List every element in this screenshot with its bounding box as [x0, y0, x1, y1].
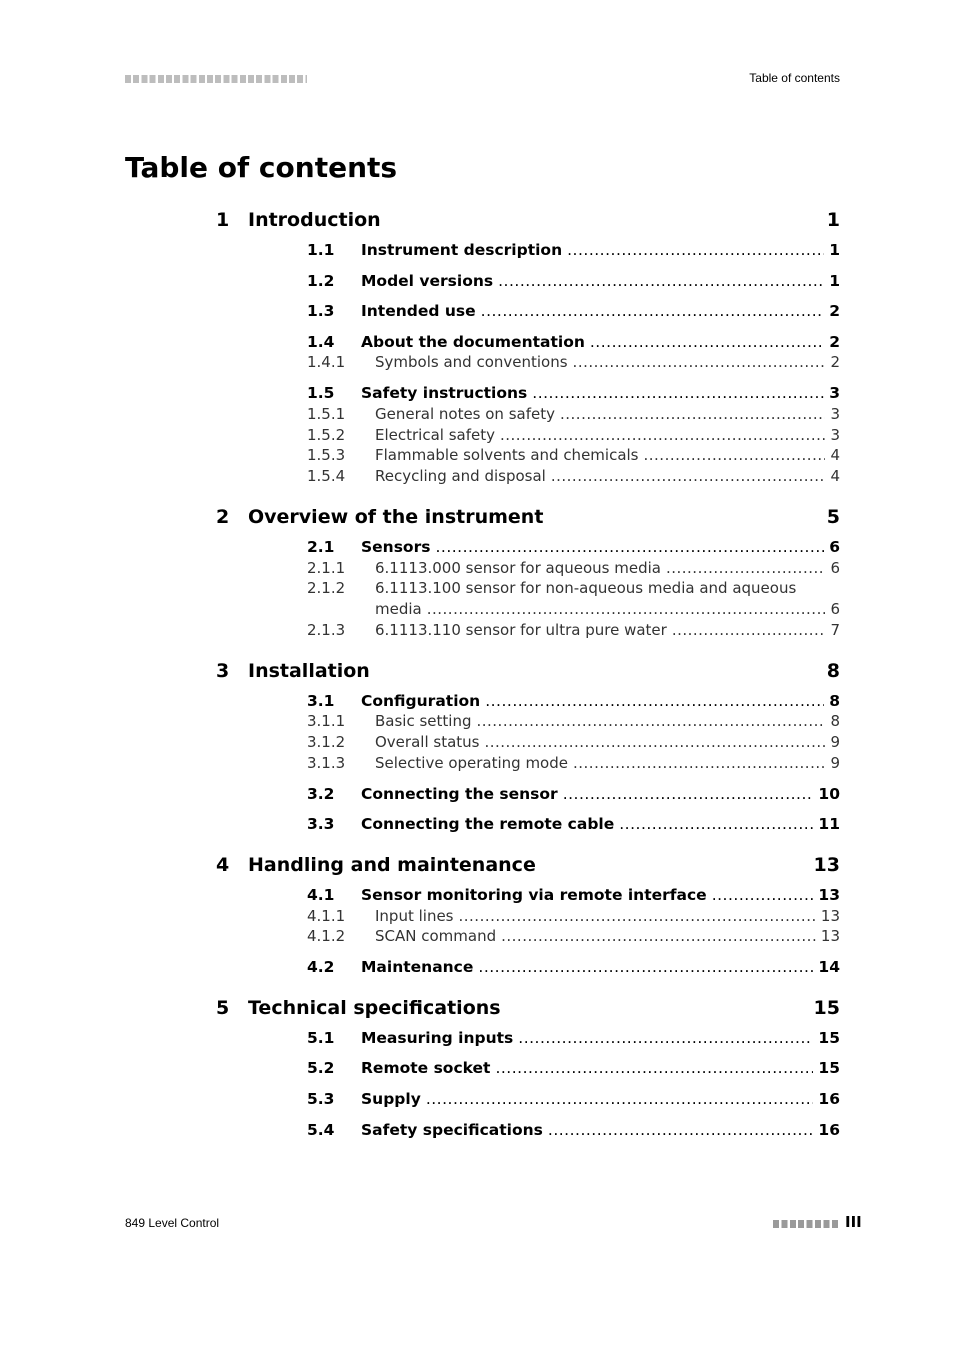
toc-entry-body	[361, 301, 840, 321]
toc-chapter-entry[interactable]	[216, 506, 840, 528]
toc-entry-number: 1.2	[307, 271, 335, 290]
toc-entry-body	[375, 753, 840, 773]
toc-entry-body	[361, 1089, 840, 1109]
toc-entry-page: 15	[818, 1028, 840, 1047]
toc-leader-dots	[435, 537, 824, 557]
toc-chapter-page: 5	[826, 506, 840, 528]
toc-entry-number: 3.1	[307, 691, 335, 710]
toc-entry-body	[375, 620, 840, 640]
toc-entry-body	[361, 691, 840, 711]
toc-entry-title: Symbols and conventions	[375, 353, 568, 372]
toc-entry-number: 2.1.1	[307, 558, 346, 577]
toc-entry-number: 3.2	[307, 784, 335, 803]
toc-entry-number: 5.2	[307, 1059, 335, 1078]
toc-entry-number: 3.1.2	[307, 733, 346, 752]
toc-entry-page: 3	[829, 384, 840, 403]
toc-entry-number: 2.1.3	[307, 620, 346, 639]
toc-section-entry[interactable]	[307, 332, 840, 352]
toc-entry-page: 10	[818, 784, 840, 803]
toc-entry-body	[361, 271, 840, 291]
toc-chapter-entry[interactable]	[216, 854, 840, 876]
toc-subsection-entry[interactable]	[307, 620, 840, 640]
toc-leader-dots	[573, 352, 826, 372]
toc-subsection-entry[interactable]	[307, 578, 840, 598]
toc-section-entry[interactable]	[307, 1120, 840, 1140]
toc-entry-page: 16	[818, 1120, 840, 1139]
toc-entry-body	[375, 352, 840, 372]
toc-leader-dots	[476, 711, 825, 731]
toc-chapter-page: 15	[813, 996, 840, 1019]
toc-section-entry[interactable]	[307, 1028, 840, 1048]
toc-leader-dots	[666, 558, 825, 578]
toc-leader-dots	[573, 753, 825, 773]
toc-entry-page: 1	[829, 241, 840, 259]
toc-section-entry[interactable]	[307, 957, 840, 977]
toc-section-entry[interactable]	[307, 885, 840, 905]
toc-leader-dots	[426, 1089, 814, 1109]
toc-entry-number: 4.1.1	[307, 906, 346, 925]
toc-entry-title: Recycling and disposal	[375, 467, 546, 486]
toc-section-entry[interactable]	[307, 537, 840, 557]
toc-entry-number: 1.1	[307, 241, 335, 259]
toc-entry-body	[361, 240, 840, 260]
toc-entry-number: 1.4	[307, 332, 335, 351]
toc-entry-page: 13	[820, 906, 840, 925]
toc-entry-body	[361, 1120, 840, 1140]
toc-chapter-entry[interactable]	[216, 660, 840, 682]
toc-leader-dots	[590, 332, 824, 352]
toc-chapter-title: Technical specifications	[248, 996, 501, 1019]
toc-entry-number: 1.5	[307, 384, 335, 403]
toc-chapter-page: 8	[826, 659, 840, 682]
toc-entry-title: Safety specifications	[361, 1120, 543, 1139]
toc-entry-title: Sensor monitoring via remote interface	[361, 885, 707, 904]
toc-chapter-page: 1	[826, 209, 840, 231]
toc-entry-number: 3.1.1	[307, 712, 346, 731]
toc-section-entry[interactable]	[307, 1058, 840, 1078]
toc-leader-dots	[619, 814, 813, 834]
toc-entry-page: 6	[830, 600, 840, 619]
toc-entry-page: 6	[830, 558, 840, 577]
toc-leader-dots	[484, 732, 825, 752]
toc-entry-number: 1.5.4	[307, 467, 346, 486]
toc-entry-body	[361, 885, 840, 905]
toc-entry-body	[361, 1058, 840, 1078]
toc-entry-page: 2	[830, 353, 840, 372]
toc-section-entry[interactable]	[307, 1089, 840, 1109]
toc-entry-page: 4	[830, 446, 840, 465]
toc-entry-body	[375, 404, 840, 424]
toc-entry-number: 4.1	[307, 885, 335, 904]
toc-entry-title: Maintenance	[361, 958, 474, 977]
toc-section-entry[interactable]	[307, 814, 840, 834]
toc-leader-dots	[501, 926, 816, 946]
toc-entry-title: Flammable solvents and chemicals	[375, 446, 639, 465]
toc-entry-body	[375, 926, 840, 946]
toc-entry-page: 2	[829, 332, 840, 351]
toc-chapter-page: 13	[813, 853, 840, 876]
toc-entry-page: 7	[830, 620, 840, 639]
toc-subsection-entry[interactable]	[307, 445, 840, 465]
toc-entry-page: 6	[829, 538, 840, 556]
toc-entry-number: 1.4.1	[307, 353, 346, 372]
toc-chapter-number: 2	[216, 506, 230, 528]
footer-page-number: III	[845, 1213, 862, 1231]
toc-entry-body	[375, 906, 840, 926]
toc-entry-page: 14	[818, 958, 840, 977]
toc-entry-title: Selective operating mode	[375, 753, 568, 772]
toc-section-entry[interactable]	[307, 240, 840, 260]
toc-entry-number: 2.1	[307, 538, 335, 556]
toc-leader-dots	[518, 1028, 813, 1048]
toc-leader-dots	[672, 620, 826, 640]
toc-entry-number: 3.1.3	[307, 753, 346, 772]
toc-subsection-entry[interactable]	[307, 404, 840, 424]
toc-entry-title: About the documentation	[361, 332, 585, 351]
toc-leader-dots	[427, 599, 826, 619]
toc-entry-title: Supply	[361, 1089, 421, 1108]
toc-leader-dots	[500, 425, 825, 445]
toc-entry-title: General notes on safety	[375, 404, 555, 423]
toc-chapter-number: 4	[216, 853, 230, 876]
toc-subsection-entry[interactable]	[307, 466, 840, 486]
toc-chapter-title: Installation	[248, 659, 370, 682]
toc-entry-number: 1.5.3	[307, 446, 346, 465]
toc-entry-title: Remote socket	[361, 1059, 491, 1078]
toc-entry-body	[361, 814, 840, 834]
footer-product-name: 849 Level Control	[125, 1216, 220, 1230]
toc-entry-body	[375, 732, 840, 752]
toc-entry-title: SCAN command	[375, 927, 497, 946]
toc-entry-page: 2	[829, 302, 840, 321]
toc-entry-title: Basic setting	[375, 712, 472, 731]
toc-chapter-title: Handling and maintenance	[248, 853, 536, 876]
toc-entry-title: Overall status	[375, 733, 480, 752]
toc-leader-dots	[495, 1058, 813, 1078]
toc-entry-page: 3	[830, 404, 840, 423]
toc-entry-number: 1.3	[307, 302, 335, 321]
toc-entry-title: Instrument description	[361, 241, 563, 259]
toc-leader-dots	[644, 445, 826, 465]
toc-entry-title: Safety instructions	[361, 384, 528, 403]
toc-entry-body	[361, 957, 840, 977]
toc-leader-dots	[567, 240, 824, 260]
toc-entry-body	[375, 711, 840, 731]
toc-entry-page: 9	[830, 733, 840, 752]
toc-entry-page: 13	[818, 885, 840, 904]
toc-entry-page: 11	[818, 815, 840, 834]
toc-leader-dots	[560, 404, 825, 424]
toc-leader-dots	[485, 691, 824, 711]
toc-leader-dots	[459, 906, 816, 926]
toc-entry-number: 5.1	[307, 1028, 335, 1047]
toc-entry-page: 4	[830, 467, 840, 486]
toc-subsection-entry[interactable]	[307, 926, 840, 946]
toc-entry-page: 8	[830, 712, 840, 731]
toc-leader-dots	[563, 784, 814, 804]
toc-entry-title: 6.1113.000 sensor for aqueous media	[375, 558, 661, 577]
toc-section-entry[interactable]	[307, 271, 840, 291]
toc-entry-title: Configuration	[361, 691, 481, 710]
toc-leader-dots	[712, 885, 814, 905]
running-header: Table of contents	[749, 71, 840, 85]
toc-section-entry[interactable]	[307, 301, 840, 321]
toc-entry-body	[361, 784, 840, 804]
toc-leader-dots	[478, 957, 813, 977]
toc-subsection-entry[interactable]	[307, 425, 840, 445]
toc-entry-number: 4.1.2	[307, 927, 346, 946]
page-title: Table of contents	[125, 151, 398, 184]
toc-entry-title: Sensors	[361, 538, 431, 556]
toc-entry-title: 6.1113.110 sensor for ultra pure water	[375, 620, 667, 639]
toc-leader-dots	[551, 466, 826, 486]
toc-chapter-number: 1	[216, 209, 230, 231]
toc-entry-body	[361, 537, 840, 557]
toc-entry-page: 1	[829, 271, 840, 290]
toc-entry-title: Electrical safety	[375, 425, 495, 444]
toc-subsection-entry[interactable]	[307, 732, 840, 752]
toc-entry-body	[361, 1028, 840, 1048]
toc-chapter-entry[interactable]	[216, 209, 840, 231]
toc-chapter-number: 3	[216, 659, 230, 682]
toc-entry-number: 5.4	[307, 1120, 335, 1139]
toc-entry-title: Measuring inputs	[361, 1028, 514, 1047]
toc-entry-body	[361, 383, 840, 403]
toc-leader-dots	[532, 383, 824, 403]
toc-subsection-entry[interactable]	[307, 711, 840, 731]
toc-section-entry[interactable]	[307, 784, 840, 804]
header-decoration	[125, 75, 307, 83]
toc-entry-number: 2.1.2	[307, 579, 346, 598]
toc-entry-body	[361, 332, 840, 352]
toc-section-entry[interactable]	[307, 383, 840, 403]
toc-subsection-entry[interactable]	[307, 753, 840, 773]
toc-entry-number: 4.2	[307, 958, 335, 977]
toc-leader-dots	[498, 271, 824, 291]
toc-entry-title: Model versions	[361, 271, 494, 290]
toc-entry-page: 9	[830, 753, 840, 772]
toc-entry-page: 8	[829, 691, 840, 710]
toc-leader-dots	[481, 301, 825, 321]
toc-chapter-title: Introduction	[248, 209, 381, 231]
toc-entry-body	[375, 425, 840, 445]
toc-subsection-entry[interactable]	[307, 906, 840, 926]
toc-entry-number: 5.3	[307, 1089, 335, 1108]
toc-entry-page: 16	[818, 1089, 840, 1108]
toc-entry-title: Input lines	[375, 906, 454, 925]
toc-chapter-title: Overview of the instrument	[248, 506, 544, 528]
toc-entry-number: 3.3	[307, 815, 335, 834]
toc-entry-body	[375, 558, 840, 578]
toc-section-entry[interactable]	[307, 691, 840, 711]
toc-chapter-entry[interactable]	[216, 997, 840, 1019]
toc-entry-body	[375, 445, 840, 465]
toc-entry-title-continuation: media	[375, 600, 422, 619]
toc-entry-title: 6.1113.100 sensor for non-aqueous media and aqueous	[375, 579, 797, 598]
toc-entry-title: Intended use	[361, 302, 476, 321]
toc-entry-continuation-line	[307, 599, 840, 619]
toc-leader-dots	[548, 1120, 814, 1140]
toc-entry-page: 13	[820, 927, 840, 946]
toc-entry-body	[375, 466, 840, 486]
toc-entry-number: 1.5.1	[307, 404, 346, 423]
toc-chapter-number: 5	[216, 996, 230, 1019]
toc-subsection-entry[interactable]	[307, 352, 840, 372]
toc-entry-page: 3	[830, 425, 840, 444]
toc-entry-title: Connecting the sensor	[361, 784, 558, 803]
toc-entry-number: 1.5.2	[307, 425, 346, 444]
toc-entry-body	[375, 599, 840, 619]
toc-entry-page: 15	[818, 1059, 840, 1078]
footer-decoration	[773, 1220, 840, 1228]
toc-subsection-entry[interactable]	[307, 558, 840, 578]
toc-entry-title: Connecting the remote cable	[361, 815, 615, 834]
